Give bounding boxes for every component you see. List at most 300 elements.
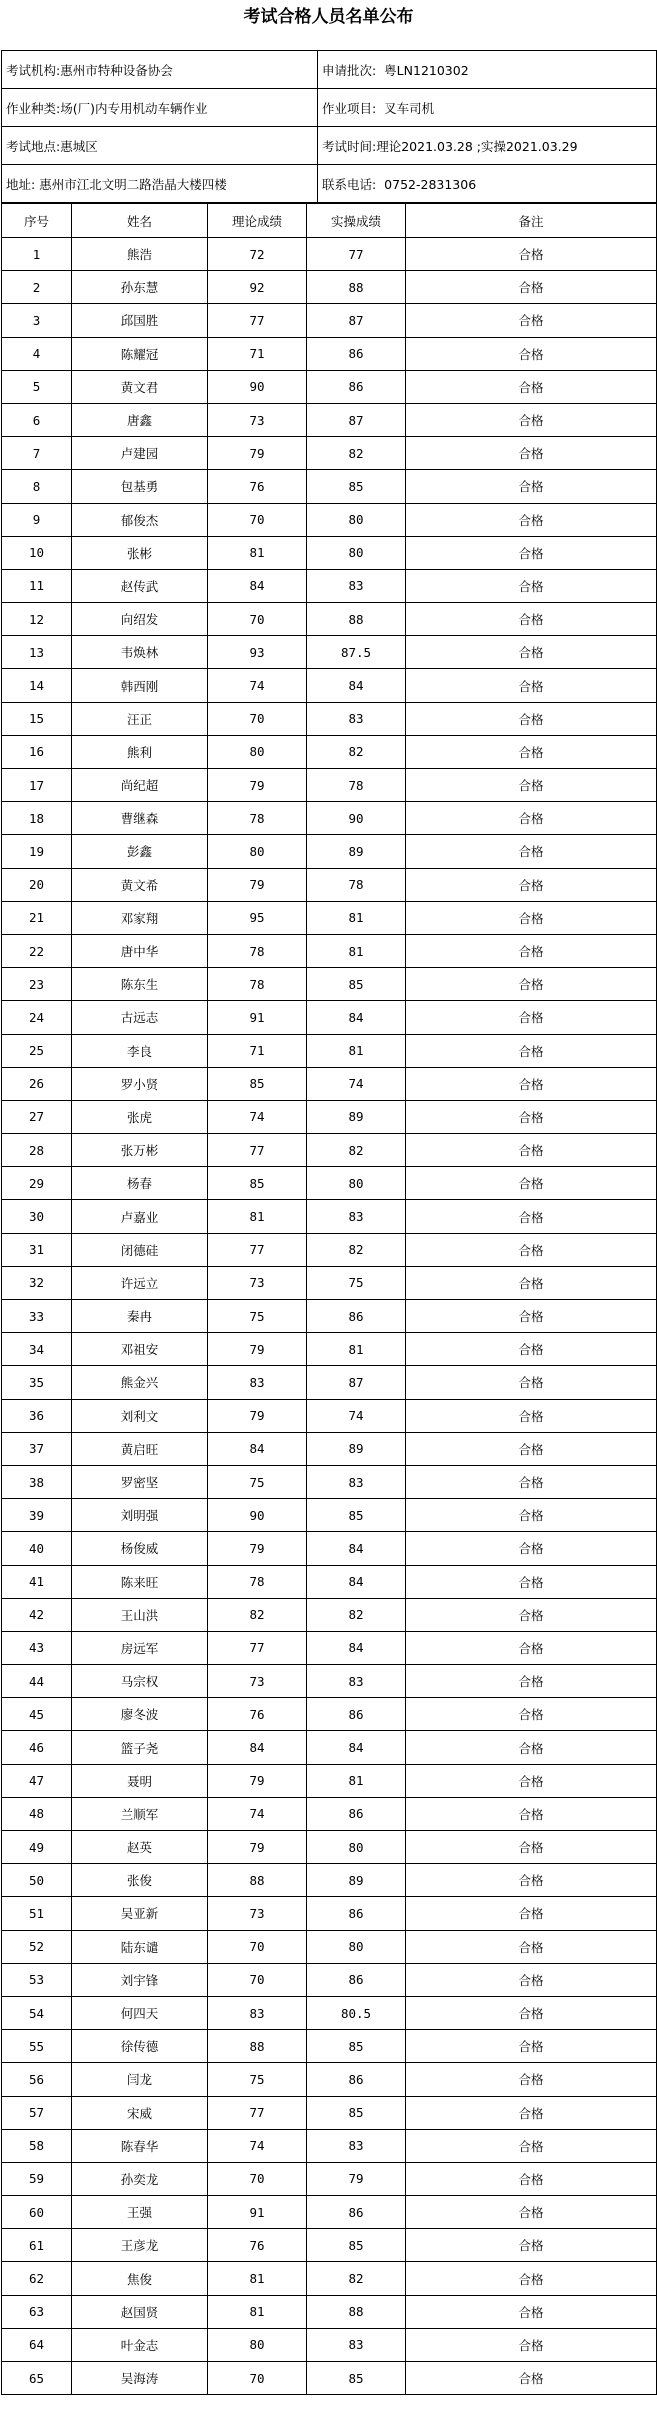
row-name: 王山洪 <box>72 1598 208 1631</box>
results-table <box>1 203 657 2395</box>
row-theory-score: 77 <box>208 1233 307 1266</box>
page-title: 考试合格人员名单公布 <box>243 7 414 27</box>
row-theory-score: 84 <box>208 1432 307 1465</box>
row-name: 赵国贤 <box>72 2295 208 2328</box>
row-index: 27 <box>2 1100 72 1133</box>
row-name: 邓祖安 <box>72 1333 208 1366</box>
row-index: 52 <box>2 1930 72 1963</box>
row-remark: 合格 <box>406 1167 657 1200</box>
table-row <box>2 1200 657 1233</box>
location-label: 考试地点: <box>6 138 61 154</box>
row-remark: 合格 <box>406 2328 657 2361</box>
table-row <box>2 370 657 403</box>
row-remark: 合格 <box>406 2096 657 2129</box>
table-row <box>2 569 657 602</box>
row-remark: 合格 <box>406 835 657 868</box>
row-name: 吴亚新 <box>72 1897 208 1930</box>
batch-label: 申请批次: <box>322 62 377 78</box>
table-row <box>2 1465 657 1498</box>
row-practical-score: 85 <box>307 2362 406 2395</box>
row-name: 吴海涛 <box>72 2362 208 2395</box>
row-remark: 合格 <box>406 337 657 370</box>
row-practical-score: 81 <box>307 901 406 934</box>
category-label: 作业种类: <box>6 100 61 116</box>
row-remark: 合格 <box>406 735 657 768</box>
category-value: 场(厂)内专用机动车辆作业 <box>60 100 208 116</box>
row-name: 罗小贤 <box>72 1067 208 1100</box>
location-cell <box>2 127 318 165</box>
row-theory-score: 73 <box>208 1266 307 1299</box>
row-practical-score: 86 <box>307 1963 406 1996</box>
row-name: 邓家翔 <box>72 901 208 934</box>
row-remark: 合格 <box>406 1034 657 1067</box>
row-index: 30 <box>2 1200 72 1233</box>
row-practical-score: 83 <box>307 2129 406 2162</box>
table-row <box>2 2328 657 2361</box>
row-index: 12 <box>2 603 72 636</box>
row-theory-score: 76 <box>208 1698 307 1731</box>
row-name: 黄启旺 <box>72 1432 208 1465</box>
row-remark: 合格 <box>406 669 657 702</box>
row-theory-score: 70 <box>208 702 307 735</box>
table-row <box>2 769 657 802</box>
row-theory-score: 95 <box>208 901 307 934</box>
org-cell <box>2 51 318 89</box>
row-remark: 合格 <box>406 2162 657 2195</box>
table-row <box>2 1565 657 1598</box>
row-practical-score: 85 <box>307 1499 406 1532</box>
row-index: 32 <box>2 1266 72 1299</box>
row-theory-score: 78 <box>208 1565 307 1598</box>
row-theory-score: 79 <box>208 1399 307 1432</box>
row-remark: 合格 <box>406 2196 657 2229</box>
row-practical-score: 83 <box>307 1465 406 1498</box>
row-practical-score: 82 <box>307 437 406 470</box>
row-theory-score: 79 <box>208 769 307 802</box>
row-practical-score: 80 <box>307 503 406 536</box>
table-row <box>2 1034 657 1067</box>
row-remark: 合格 <box>406 1665 657 1698</box>
row-remark: 合格 <box>406 304 657 337</box>
table-row <box>2 1897 657 1930</box>
row-practical-score: 84 <box>307 1001 406 1034</box>
row-name: 焦俊 <box>72 2262 208 2295</box>
row-index: 57 <box>2 2096 72 2129</box>
row-theory-score: 78 <box>208 968 307 1001</box>
table-row <box>2 1996 657 2029</box>
row-index: 3 <box>2 304 72 337</box>
row-remark: 合格 <box>406 1996 657 2029</box>
row-index: 37 <box>2 1432 72 1465</box>
row-theory-score: 77 <box>208 1631 307 1664</box>
table-row <box>2 2096 657 2129</box>
table-row <box>2 1233 657 1266</box>
row-theory-score: 70 <box>208 1963 307 1996</box>
row-practical-score: 84 <box>307 1631 406 1664</box>
table-row <box>2 2295 657 2328</box>
table-row <box>2 1499 657 1532</box>
row-name: 陈耀冠 <box>72 337 208 370</box>
table-row <box>2 1432 657 1465</box>
org-value: 惠州市特种设备协会 <box>60 62 173 78</box>
row-index: 20 <box>2 868 72 901</box>
row-remark: 合格 <box>406 470 657 503</box>
column-header-theory-score: 理论成绩 <box>208 204 307 238</box>
row-name: 王彦龙 <box>72 2229 208 2262</box>
row-index: 10 <box>2 536 72 569</box>
row-name: 刘利文 <box>72 1399 208 1432</box>
row-remark: 合格 <box>406 603 657 636</box>
row-remark: 合格 <box>406 403 657 436</box>
row-remark: 合格 <box>406 2030 657 2063</box>
row-theory-score: 70 <box>208 2362 307 2395</box>
table-row <box>2 1134 657 1167</box>
table-row <box>2 1300 657 1333</box>
table-row <box>2 669 657 702</box>
row-remark: 合格 <box>406 1200 657 1233</box>
row-theory-score: 85 <box>208 1067 307 1100</box>
item-value: 叉车司机 <box>384 100 435 116</box>
row-practical-score: 85 <box>307 968 406 1001</box>
row-remark: 合格 <box>406 1764 657 1797</box>
row-index: 41 <box>2 1565 72 1598</box>
row-name: 廖冬波 <box>72 1698 208 1731</box>
row-name: 向绍发 <box>72 603 208 636</box>
row-remark: 合格 <box>406 1399 657 1432</box>
row-index: 15 <box>2 702 72 735</box>
row-remark: 合格 <box>406 934 657 967</box>
row-index: 9 <box>2 503 72 536</box>
table-row <box>2 271 657 304</box>
row-practical-score: 79 <box>307 2162 406 2195</box>
time-label: 考试时间: <box>322 138 377 154</box>
row-theory-score: 80 <box>208 735 307 768</box>
row-name: 古远志 <box>72 1001 208 1034</box>
row-index: 11 <box>2 569 72 602</box>
row-index: 63 <box>2 2295 72 2328</box>
row-theory-score: 76 <box>208 470 307 503</box>
row-theory-score: 91 <box>208 1001 307 1034</box>
row-remark: 合格 <box>406 2129 657 2162</box>
row-theory-score: 74 <box>208 669 307 702</box>
row-theory-score: 81 <box>208 2295 307 2328</box>
row-remark: 合格 <box>406 1930 657 1963</box>
row-practical-score: 85 <box>307 470 406 503</box>
row-name: 邱国胜 <box>72 304 208 337</box>
row-remark: 合格 <box>406 1532 657 1565</box>
results-table-body <box>2 238 657 2395</box>
row-remark: 合格 <box>406 2229 657 2262</box>
row-remark: 合格 <box>406 2295 657 2328</box>
row-remark: 合格 <box>406 1300 657 1333</box>
row-index: 22 <box>2 934 72 967</box>
row-index: 50 <box>2 1864 72 1897</box>
row-index: 25 <box>2 1034 72 1067</box>
table-row <box>2 2196 657 2229</box>
row-index: 5 <box>2 370 72 403</box>
row-index: 47 <box>2 1764 72 1797</box>
table-row <box>2 437 657 470</box>
row-practical-score: 82 <box>307 1233 406 1266</box>
row-remark: 合格 <box>406 1963 657 1996</box>
row-theory-score: 70 <box>208 1930 307 1963</box>
row-theory-score: 92 <box>208 271 307 304</box>
row-practical-score: 78 <box>307 868 406 901</box>
row-name: 赵英 <box>72 1831 208 1864</box>
row-index: 38 <box>2 1465 72 1498</box>
row-practical-score: 81 <box>307 1034 406 1067</box>
row-practical-score: 85 <box>307 2030 406 2063</box>
row-theory-score: 79 <box>208 1831 307 1864</box>
table-row <box>2 2129 657 2162</box>
row-index: 34 <box>2 1333 72 1366</box>
row-index: 62 <box>2 2262 72 2295</box>
row-name: 孙奕龙 <box>72 2162 208 2195</box>
row-practical-score: 75 <box>307 1266 406 1299</box>
table-row <box>2 968 657 1001</box>
row-practical-score: 85 <box>307 2096 406 2129</box>
row-remark: 合格 <box>406 1067 657 1100</box>
row-theory-score: 81 <box>208 2262 307 2295</box>
row-name: 熊利 <box>72 735 208 768</box>
row-remark: 合格 <box>406 271 657 304</box>
row-practical-score: 90 <box>307 802 406 835</box>
time-value: 理论2021.03.28 ;实操2021.03.29 <box>376 138 578 154</box>
row-name: 汪正 <box>72 702 208 735</box>
row-name: 韦焕林 <box>72 636 208 669</box>
row-theory-score: 70 <box>208 603 307 636</box>
row-practical-score: 80 <box>307 1167 406 1200</box>
table-row <box>2 1100 657 1133</box>
phone-value: 0752-2831306 <box>384 176 477 192</box>
row-name: 尚纪超 <box>72 769 208 802</box>
row-theory-score: 79 <box>208 437 307 470</box>
row-name: 宋威 <box>72 2096 208 2129</box>
row-theory-score: 85 <box>208 1167 307 1200</box>
row-remark: 合格 <box>406 1698 657 1731</box>
row-name: 张万彬 <box>72 1134 208 1167</box>
row-name: 韩西刚 <box>72 669 208 702</box>
row-practical-score: 83 <box>307 569 406 602</box>
table-row <box>2 603 657 636</box>
row-remark: 合格 <box>406 1499 657 1532</box>
exam-info-table <box>1 50 657 203</box>
row-practical-score: 88 <box>307 271 406 304</box>
info-row <box>2 51 657 89</box>
row-index: 61 <box>2 2229 72 2262</box>
row-theory-score: 72 <box>208 238 307 271</box>
row-name: 闫龙 <box>72 2063 208 2096</box>
row-theory-score: 90 <box>208 1499 307 1532</box>
row-index: 53 <box>2 1963 72 1996</box>
row-index: 48 <box>2 1797 72 1830</box>
row-practical-score: 86 <box>307 1698 406 1731</box>
row-index: 64 <box>2 2328 72 2361</box>
row-practical-score: 89 <box>307 1100 406 1133</box>
row-practical-score: 84 <box>307 1731 406 1764</box>
row-practical-score: 86 <box>307 370 406 403</box>
row-practical-score: 81 <box>307 1764 406 1797</box>
row-theory-score: 80 <box>208 2328 307 2361</box>
row-practical-score: 84 <box>307 1565 406 1598</box>
table-row <box>2 1598 657 1631</box>
row-remark: 合格 <box>406 2362 657 2395</box>
row-remark: 合格 <box>406 1001 657 1034</box>
table-row <box>2 934 657 967</box>
row-name: 熊浩 <box>72 238 208 271</box>
row-index: 43 <box>2 1631 72 1664</box>
row-theory-score: 74 <box>208 1100 307 1133</box>
row-remark: 合格 <box>406 437 657 470</box>
row-theory-score: 78 <box>208 934 307 967</box>
table-header-row <box>2 204 657 238</box>
table-row <box>2 470 657 503</box>
row-index: 40 <box>2 1532 72 1565</box>
row-name: 赵传武 <box>72 569 208 602</box>
row-practical-score: 86 <box>307 1897 406 1930</box>
table-row <box>2 1731 657 1764</box>
table-row <box>2 702 657 735</box>
address-cell <box>2 165 318 203</box>
row-theory-score: 71 <box>208 337 307 370</box>
row-theory-score: 84 <box>208 569 307 602</box>
row-practical-score: 74 <box>307 1067 406 1100</box>
phone-cell <box>318 165 657 203</box>
location-value: 惠城区 <box>60 138 98 154</box>
row-theory-score: 88 <box>208 1864 307 1897</box>
table-row <box>2 403 657 436</box>
info-row <box>2 165 657 203</box>
row-name: 杨俊威 <box>72 1532 208 1565</box>
row-remark: 合格 <box>406 1134 657 1167</box>
row-practical-score: 86 <box>307 2063 406 2096</box>
table-row <box>2 1532 657 1565</box>
row-name: 刘明强 <box>72 1499 208 1532</box>
row-remark: 合格 <box>406 569 657 602</box>
table-row <box>2 2229 657 2262</box>
row-index: 7 <box>2 437 72 470</box>
row-practical-score: 86 <box>307 1300 406 1333</box>
info-row <box>2 127 657 165</box>
row-practical-score: 82 <box>307 735 406 768</box>
row-remark: 合格 <box>406 1831 657 1864</box>
row-name: 王强 <box>72 2196 208 2229</box>
table-row <box>2 1797 657 1830</box>
row-index: 55 <box>2 2030 72 2063</box>
table-row <box>2 304 657 337</box>
row-practical-score: 83 <box>307 1200 406 1233</box>
row-theory-score: 82 <box>208 1598 307 1631</box>
row-remark: 合格 <box>406 769 657 802</box>
table-row <box>2 1631 657 1664</box>
row-theory-score: 81 <box>208 536 307 569</box>
row-theory-score: 77 <box>208 2096 307 2129</box>
row-theory-score: 71 <box>208 1034 307 1067</box>
row-name: 许远立 <box>72 1266 208 1299</box>
row-practical-score: 89 <box>307 1432 406 1465</box>
org-label: 考试机构: <box>6 62 61 78</box>
row-index: 26 <box>2 1067 72 1100</box>
row-name: 孙东慧 <box>72 271 208 304</box>
row-practical-score: 84 <box>307 669 406 702</box>
row-remark: 合格 <box>406 868 657 901</box>
table-row <box>2 1698 657 1731</box>
row-index: 35 <box>2 1366 72 1399</box>
row-remark: 合格 <box>406 370 657 403</box>
row-index: 21 <box>2 901 72 934</box>
row-index: 14 <box>2 669 72 702</box>
table-row <box>2 1831 657 1864</box>
table-row <box>2 2030 657 2063</box>
row-name: 杨春 <box>72 1167 208 1200</box>
table-row <box>2 636 657 669</box>
row-index: 42 <box>2 1598 72 1631</box>
column-header-index: 序号 <box>2 204 72 238</box>
row-theory-score: 77 <box>208 304 307 337</box>
table-row <box>2 901 657 934</box>
row-practical-score: 86 <box>307 2196 406 2229</box>
row-practical-score: 80.5 <box>307 1996 406 2029</box>
row-practical-score: 89 <box>307 835 406 868</box>
row-remark: 合格 <box>406 536 657 569</box>
row-name: 聂明 <box>72 1764 208 1797</box>
row-index: 65 <box>2 2362 72 2395</box>
table-row <box>2 1864 657 1897</box>
row-theory-score: 91 <box>208 2196 307 2229</box>
row-index: 29 <box>2 1167 72 1200</box>
table-row <box>2 536 657 569</box>
row-theory-score: 75 <box>208 2063 307 2096</box>
row-index: 4 <box>2 337 72 370</box>
row-remark: 合格 <box>406 1100 657 1133</box>
row-practical-score: 87 <box>307 1366 406 1399</box>
row-name: 兰顺军 <box>72 1797 208 1830</box>
time-cell <box>318 127 657 165</box>
row-practical-score: 81 <box>307 934 406 967</box>
row-index: 51 <box>2 1897 72 1930</box>
row-practical-score: 80 <box>307 1831 406 1864</box>
batch-value: 粤LN1210302 <box>384 62 469 78</box>
phone-label: 联系电话: <box>322 176 377 192</box>
column-header-remark: 备注 <box>406 204 657 238</box>
row-name: 房远军 <box>72 1631 208 1664</box>
row-index: 31 <box>2 1233 72 1266</box>
row-theory-score: 88 <box>208 2030 307 2063</box>
row-index: 8 <box>2 470 72 503</box>
row-name: 叶金志 <box>72 2328 208 2361</box>
row-theory-score: 83 <box>208 1996 307 2029</box>
row-practical-score: 86 <box>307 1797 406 1830</box>
row-name: 马宗权 <box>72 1665 208 1698</box>
row-theory-score: 70 <box>208 2162 307 2195</box>
table-row <box>2 735 657 768</box>
category-cell <box>2 89 318 127</box>
row-name: 篮子尧 <box>72 1731 208 1764</box>
row-practical-score: 88 <box>307 603 406 636</box>
row-index: 39 <box>2 1499 72 1532</box>
row-practical-score: 83 <box>307 702 406 735</box>
row-name: 罗密坚 <box>72 1465 208 1498</box>
row-index: 45 <box>2 1698 72 1731</box>
row-name: 陆东谴 <box>72 1930 208 1963</box>
row-practical-score: 82 <box>307 1598 406 1631</box>
row-practical-score: 82 <box>307 1134 406 1167</box>
row-index: 54 <box>2 1996 72 2029</box>
column-header-practical-score: 实操成绩 <box>307 204 406 238</box>
row-name: 唐中华 <box>72 934 208 967</box>
row-remark: 合格 <box>406 968 657 1001</box>
row-index: 49 <box>2 1831 72 1864</box>
